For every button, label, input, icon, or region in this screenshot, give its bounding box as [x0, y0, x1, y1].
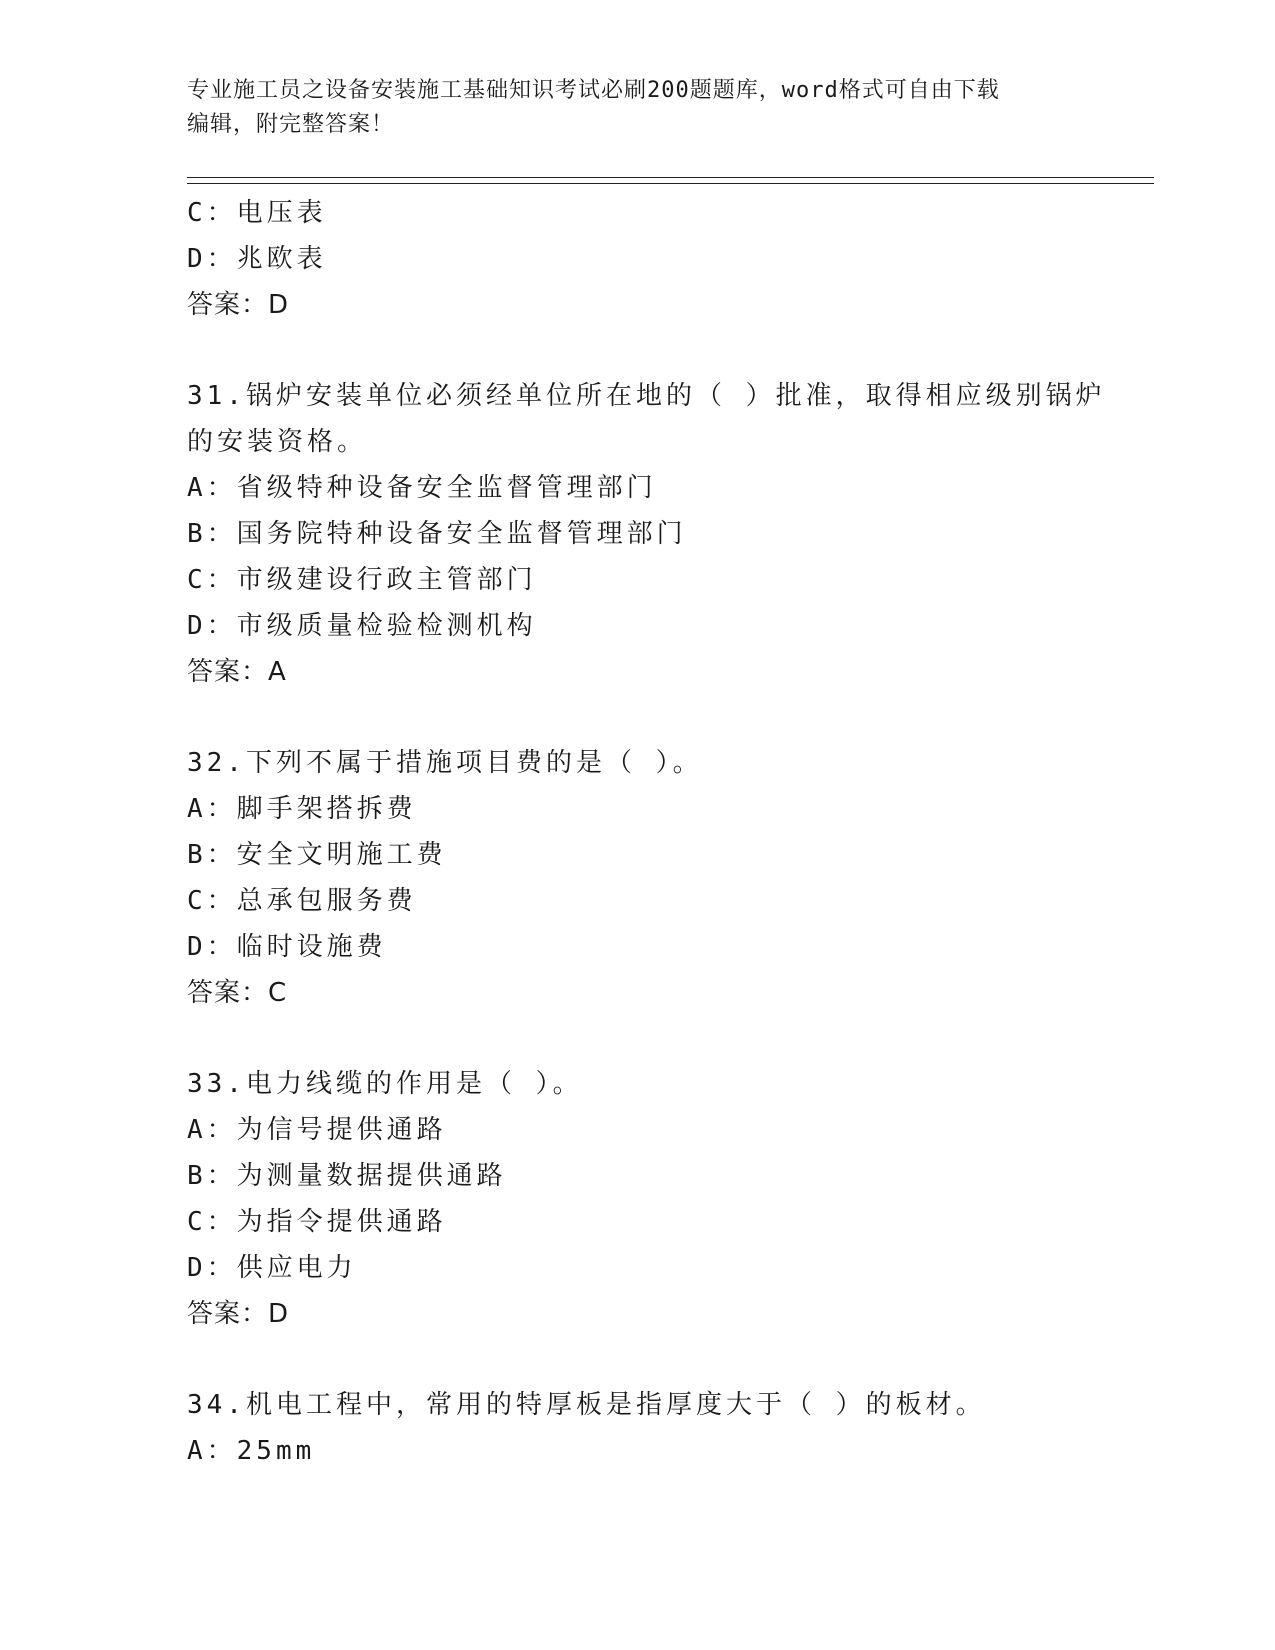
option-a: A：省级特种设备安全监督管理部门	[187, 473, 657, 503]
question-stem: 31.锅炉安装单位必须经单位所在地的（ ）批准，取得相应级别锅炉	[187, 381, 1106, 411]
answer: 答案：A	[187, 657, 287, 687]
previous-question-tail	[187, 190, 1087, 328]
option-d: D：市级质量检验检测机构	[187, 611, 537, 641]
option-c: C：总承包服务费	[187, 886, 417, 916]
option-c: C：市级建设行政主管部门	[187, 565, 537, 595]
option-d: D：兆欧表	[187, 244, 327, 274]
option-d: D：供应电力	[187, 1253, 357, 1283]
option-d: D：临时设施费	[187, 932, 387, 962]
document-header	[187, 74, 1067, 142]
option-b: B：为测量数据提供通路	[187, 1161, 507, 1191]
option-b: B：安全文明施工费	[187, 840, 447, 870]
question-31	[187, 373, 1106, 695]
answer: 答案：C	[187, 978, 288, 1008]
option-a: A：25mm	[187, 1436, 316, 1466]
question-stem-continued: 的安装资格。	[187, 427, 368, 457]
question-list	[187, 190, 1106, 1474]
question-33	[187, 1061, 1087, 1337]
header-divider-bottom	[187, 183, 1154, 184]
option-b: B：国务院特种设备安全监督管理部门	[187, 519, 687, 549]
question-stem: 34.机电工程中，常用的特厚板是指厚度大于（ ）的板材。	[187, 1390, 986, 1420]
option-a: A：为信号提供通路	[187, 1115, 447, 1145]
question-34	[187, 1382, 1087, 1474]
answer: 答案：D	[187, 1299, 290, 1329]
header-divider-top	[187, 177, 1154, 178]
option-c: C：为指令提供通路	[187, 1207, 447, 1237]
question-stem: 32.下列不属于措施项目费的是（ ）。	[187, 748, 703, 778]
header-line-2: 编辑，附完整答案！	[187, 112, 395, 137]
option-a: A：脚手架搭拆费	[187, 794, 417, 824]
answer: 答案：D	[187, 290, 290, 320]
question-stem: 33.电力线缆的作用是（ ）。	[187, 1069, 583, 1099]
option-c: C：电压表	[187, 198, 327, 228]
question-32	[187, 740, 1087, 1016]
header-line-1: 专业施工员之设备安装施工基础知识考试必刷200题题库，word格式可自由下载	[187, 78, 1000, 103]
